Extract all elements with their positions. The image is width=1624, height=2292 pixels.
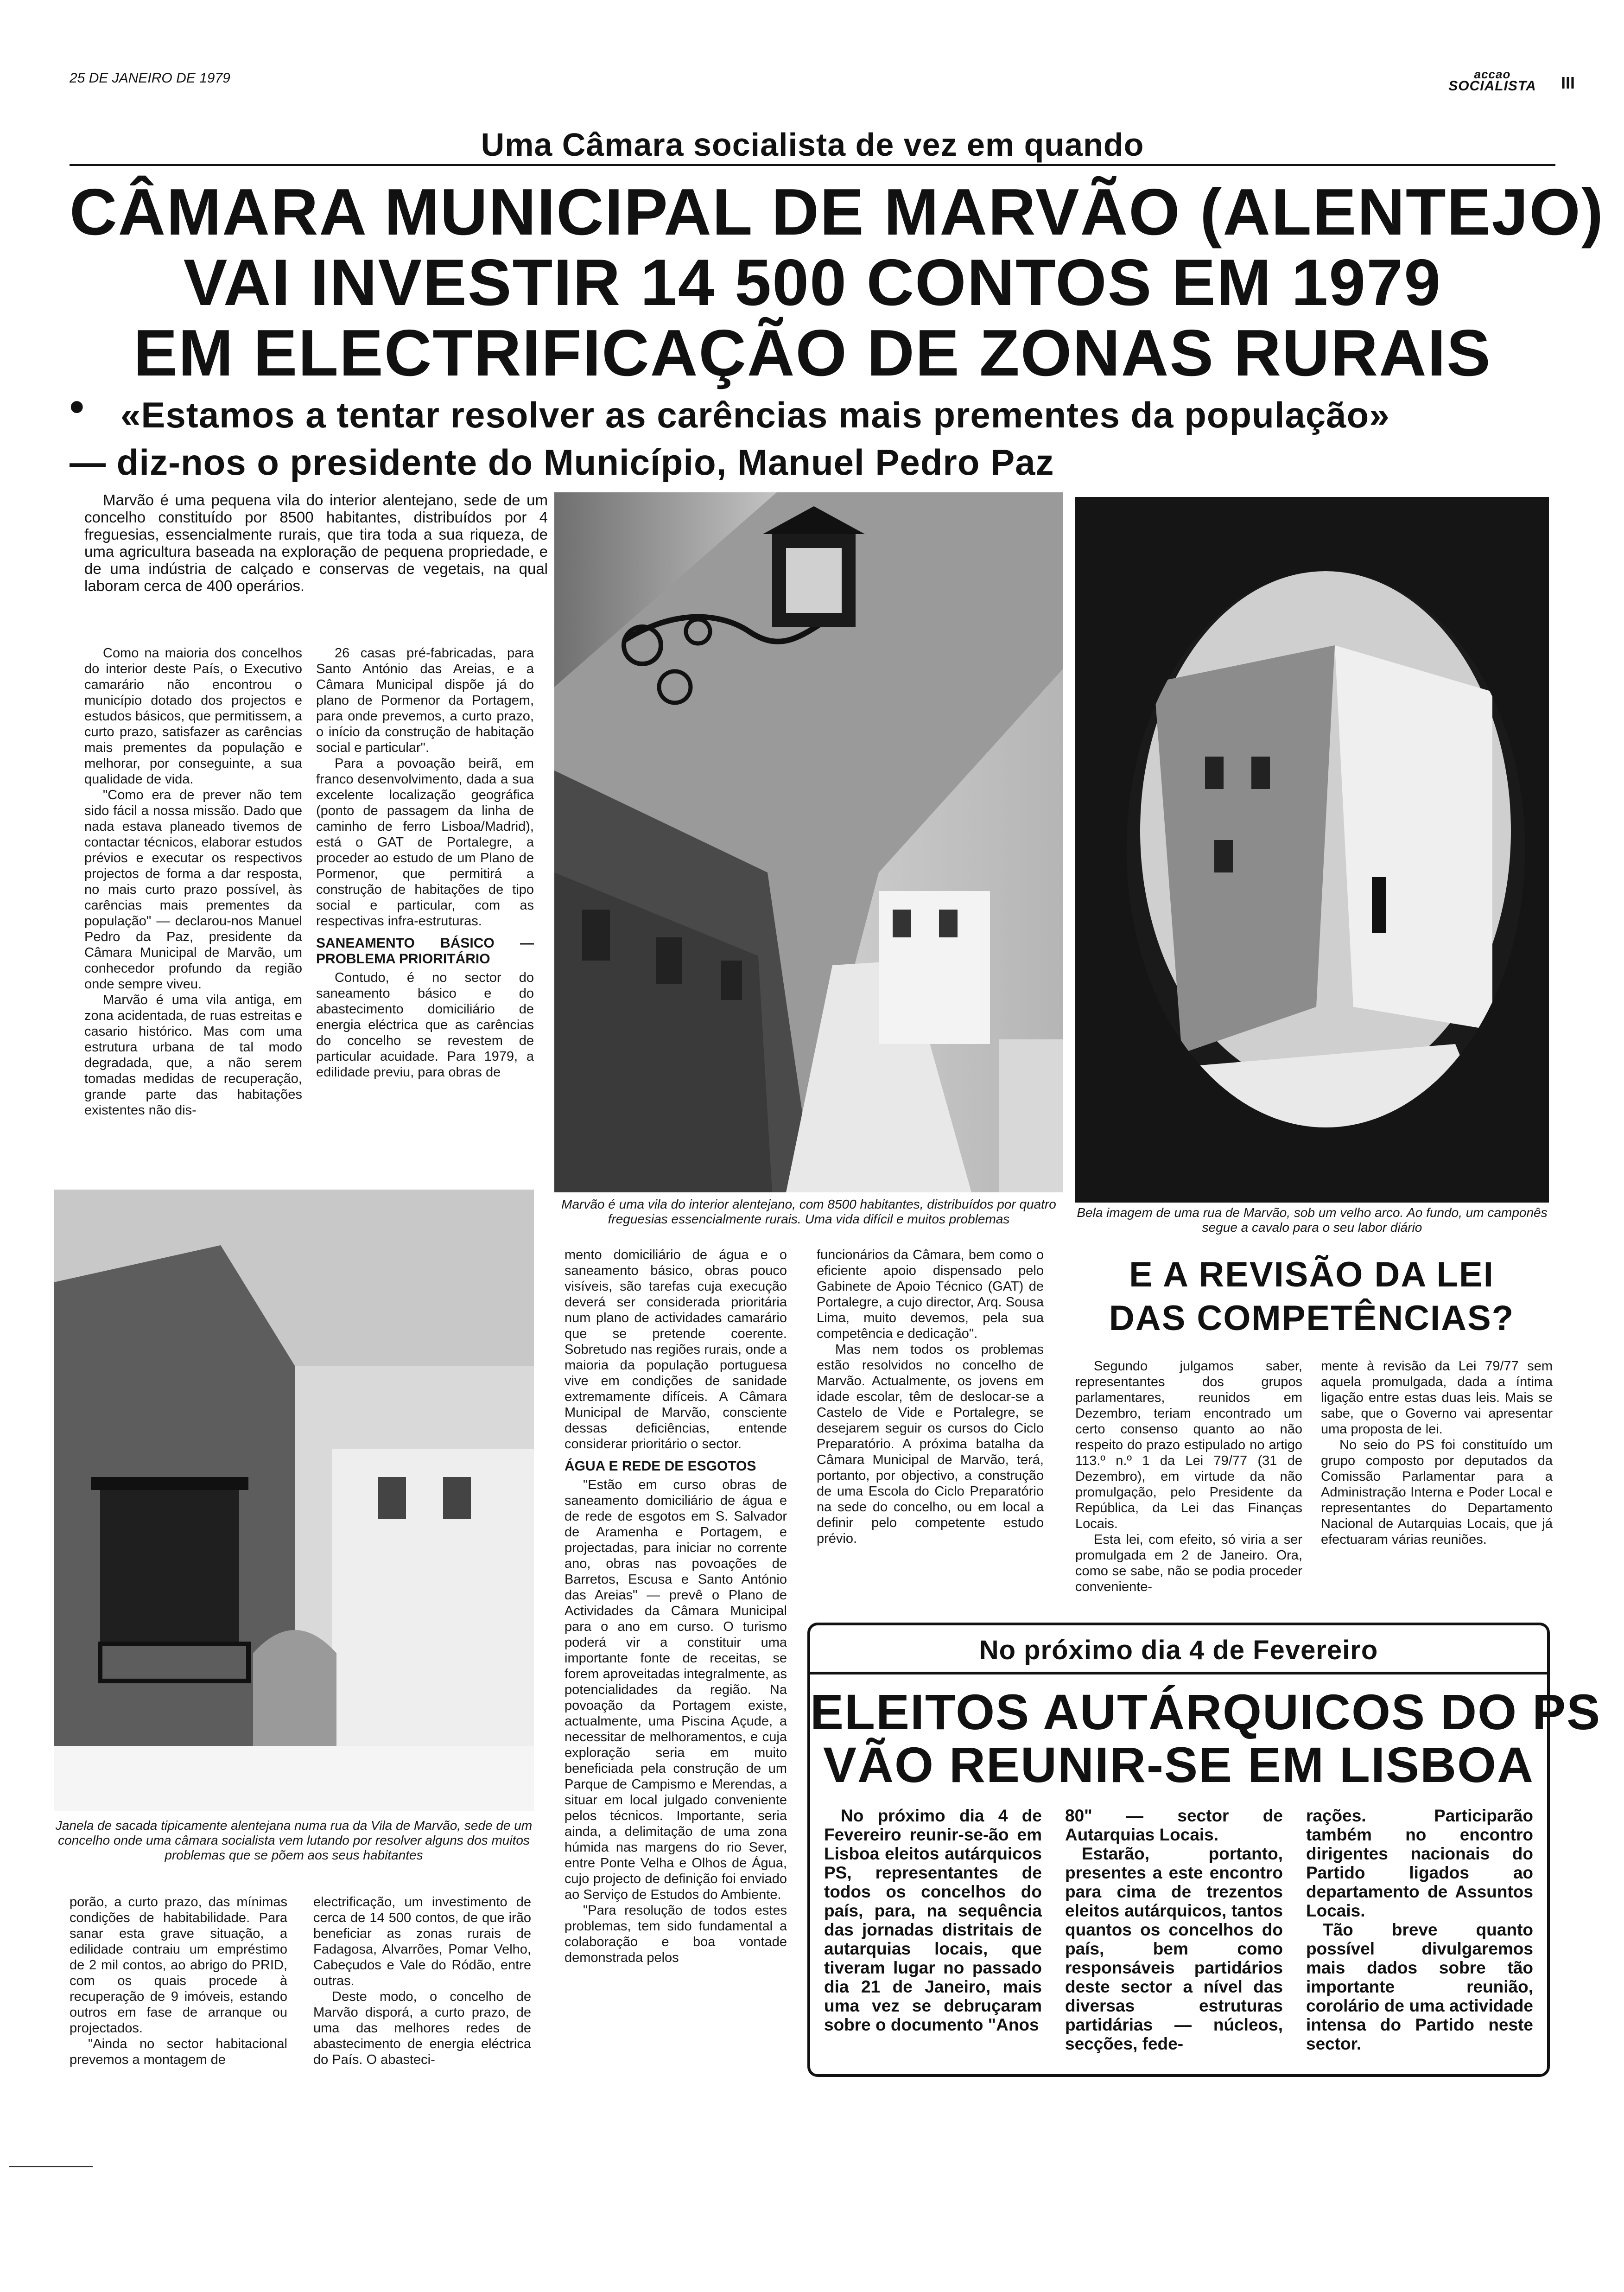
subhead-saneamento: SANEAMENTO BÁSICO — PROBLEMA PRIORITÁRIO [316,936,534,967]
paragraph: 26 casas pré-fabricadas, para Santo António das Areias, e a Câmara Municipal dispõe já do plano de Pormenor da Portagem, para onde prevemos, a curto prazo, o início da construção de habitação social e particular". [316,646,534,755]
headline-line-2: VAI INVESTIR 14 500 CONTOS EM 1979 [183,246,1442,319]
lamp-street-image [554,492,1063,1192]
photo-arch-street [1075,497,1549,1203]
paragraph: mente à revisão da Lei 79/77 sem aquela promulgada, dada a íntima ligação entre estas duas leis. Mais se sabe, que o Governo vai apresentar uma proposta de lei. [1321,1359,1553,1437]
paragraph: Como na maioria dos concelhos do interior deste País, o Executivo camarário não encontrou o município dotado dos projectos e estudos básicos, que permitissem, a curto prazo, satisfazer as carências mais prementes da população e melhorar, por conseguinte, a sua qualidade de vida. [84,646,302,787]
paragraph: "Para resolução de todos estes problemas, tem sido fundamental a colaboração e boa vontade demonstrada pelos [565,1903,787,1965]
page-number: III [1561,73,1575,92]
paragraph: Segundo julgamos saber, representantes dos grupos parlamentares, reunidos em Dezembro, teriam encontrado um certo consenso quanto ao não respeito do prazo estipulado no artigo 113.º n.º 1 da Lei 79/77 (31 de Dezembro), em virtude da não promulgação, pelo Presidente da República, da Lei das Finanças Locais. [1075,1359,1302,1531]
masthead-bottom: SOCIALISTA [1448,78,1536,94]
box-column-b [1065,1806,1283,2053]
caption-lamp: Marvão é uma vila do interior alentejano, com 8500 habitantes, distribuídos por quatro freguesias essencialmente rurais. Uma vida difícil e muitos problemas [561,1197,1056,1226]
revisao-column-b [1321,1358,1553,1547]
column-bottom-2 [313,1894,531,2068]
paragraph: electrificação, um investimento de cerca de 14 500 contos, de que irão beneficiar as zonas rurais de Fadagosa, Alvarrões, Pomar Velho, Cabeçudos e Vale do Ródão, entre outras. [313,1895,531,1988]
paragraph: Contudo, é no sector do saneamento básico e do abastecimento domiciliário de energia eléctrica que as carências do concelho se revestem de particular acuidade. Para 1979, a edilidade previu, para obras de [316,970,534,1080]
paragraph: Estarão, portanto, presentes a este encontro para cima de trezentos eleitos autárquicos, tantos quantos os concelhos do país, bem como responsáveis partidários deste sector a nível das diversas estruturas partidárias — núcleos, secções, fede- [1065,1844,1283,2053]
paragraph: No seio do PS foi constituído um grupo composto por deputados da Comissão Parlamentar para a Administração Interna e Poder Local e representantes do Departamento Nacional de Autarquias Locais, que já efectuaram várias reuniões. [1321,1438,1553,1547]
revisao-column-a [1075,1358,1302,1595]
paragraph: "Estão em curso obras de saneamento domiciliário de água e de rede de esgotos em S. Salvador de Aramenha e Portagem, e projectadas, para iniciar no corrente ano, obras nas povoações de Barretos, Escusa e Santo António das Areias" — prevê o Plano de Actividades da Câmara Municipal para o ano em curso. O turismo poderá vir a constituir uma importante fonte de receitas, se forem aproveitadas integralmente, as potencialidades da região. Na povoação da Portagem existe, actualmente, uma Piscina Açude, a necessitar de melhoramentos, e cuja exploração seria em muito beneficiada pela construção de um Parque de Campismo e Merendas, a situar em local julgado conveniente pelos técnicos. Importante, seria ainda, a delimitação de uma zona húmida nas margens do rio Sever, entre Ponte Velha e Olhos de Água, cujo projecto de definição foi enviado ao Serviço de Estudos do Ambiente. [565,1477,787,1902]
box-headline-2: VÃO REUNIR-SE EM LISBOA [823,1737,1535,1793]
revisao-headline-1: E A REVISÃO DA LEI [1129,1255,1494,1294]
box-kicker-rule [810,1672,1547,1674]
column-bottom-1 [70,1894,287,2068]
article-kicker: Uma Câmara socialista de vez em quando [481,127,1144,163]
photo-lamp-street [554,492,1063,1192]
arch-street-image [1075,497,1549,1203]
deck-line-1: «Estamos a tentar resolver as carências mais prementes da população» [121,395,1390,435]
headline-line-1: CÂMARA MUNICIPAL DE MARVÃO (ALENTEJO) [70,175,1605,249]
paragraph: Para a povoação beirã, em franco desenvolvimento, dada a sua excelente localização geográfica (ponto de passagem da linha de caminho de ferro Lisboa/Madrid), está o GAT de Portalegre, a proceder ao estudo de um Plano de Pormenor, que permitirá a construção de habitações de tipo social e particular, com as respectivas infra-estruturas. [316,756,534,929]
caption-arch: Bela imagem de uma rua de Marvão, sob um velho arco. Ao fundo, um camponês segue a cavalo para o seu labor diário [1077,1205,1548,1235]
box-column-c [1306,1806,1533,2053]
paragraph: Tão breve quanto possível divulgaremos mais dados sobre tão importante reunião, corolário de uma actividade intensa do Partido neste sector. [1306,1920,1533,2053]
lead-paragraph: Marvão é uma pequena vila do interior alentejano, sede de um concelho constituído por 8500 habitantes, distribuídos por 4 freguesias, essencialmente rurais, que tira toda a sua riqueza, de uma agricultura baseada na exploração de pequena propriedade, e de uma indústria de calçado e conservas de vegetais, na qual laboram cerca de 400 operários. [84,491,548,594]
caption-window: Janela de sacada tipicamente alentejana numa rua da Vila de Marvão, sede de um concelho onde uma câmara socialista vem lutando por resolver alguns dos muitos problemas que se põem aos seus habitantes [55,1818,533,1862]
kicker-rule [70,164,1555,166]
headline-line-3: EM ELECTRIFICAÇÃO DE ZONAS RURAIS [133,316,1491,390]
deck-line-2: — diz-nos o presidente do Município, Manuel Pedro Paz [70,442,1054,483]
issue-date: 25 DE JANEIRO DE 1979 [70,70,230,86]
masthead-top: accao [1474,67,1511,81]
paragraph: rações. Participarão também no encontro dirigentes nacionais do Partido ligados ao departamento de Assuntos Locais. [1306,1806,1533,1920]
photo-balcony-window [54,1190,534,1811]
paragraph: Deste modo, o concelho de Marvão disporá, a curto prazo, de uma das melhores redes de abastecimento de energia eléctrica do País. O abasteci- [313,1989,531,2067]
balcony-window-image [54,1190,534,1811]
paragraph: "Como era de prever não tem sido fácil a nossa missão. Dado que nada estava planeado tivemos de contactar técnicos, elaborar estudos prévios e executar os respectivos projectos de forma a dar resposta, no mais curto prazo possível, às carências mais prementes da população" — declarou-nos Manuel Pedro da Paz, presidente da Câmara Municipal de Marvão, um conhecedor profundo da região onde sempre viveu. [84,788,302,992]
column-4 [817,1247,1044,1547]
paragraph: Esta lei, com efeito, só viria a ser promulgada em 2 de Janeiro. Ora, como se sabe, não se podia proceder conveniente- [1075,1532,1302,1594]
box-column-a: No próximo dia 4 de Fevereiro reunir-se-ão em Lisboa eleitos autárquicos PS, representantes de todos os concelhos do país, para, na sequência das jornadas distritais de autarquias locais, que tiveram lugar no passado dia 21 de Janeiro, mais uma vez se debruçaram sobre o documento "Anos [824,1806,1042,2034]
announcement-box [807,1623,1601,2077]
revisao-headline-2: DAS COMPETÊNCIAS? [1109,1299,1515,1338]
column-1 [84,645,302,1118]
paragraph: Mas nem todos os problemas estão resolvidos no concelho de Marvão. Actualmente, os jovens em idade escolar, têm de deslocar-se a Castelo de Vide e Portalegre, se desejarem seguir os cursos do Ciclo Preparatório. A próxima batalha da Câmara Municipal de Marvão, terá, portanto, por objectivo, a construção de uma Escola do Ciclo Preparatório na sede do concelho, ou em local a definir pelo competente estudo prévio. [817,1342,1044,1546]
paragraph: funcionários da Câmara, bem como o eficiente apoio dispensado pelo Gabinete de Apoio Técnico (GAT) de Portalegre, a cujo director, Arq. Sousa Lima, muito devemos, pela sua competência e dedicação". [817,1248,1044,1341]
box-headline-1: ELEITOS AUTÁRQUICOS DO PS [810,1684,1601,1740]
paragraph: "Ainda no sector habitacional prevemos a montagem de [70,2037,287,2067]
paragraph: Marvão é uma vila antiga, em zona acidentada, de ruas estreitas e casario histórico. Mas com uma estrutura urbana de tal modo degradada, que, a não serem tomadas medidas de recuperação, grande parte das habitações existentes não dis- [84,993,302,1118]
paragraph: mento domiciliário de água e o saneamento básico, obras pouco visíveis, são tarefas cuja execução deverá ser considerada prioritária num plano de actividades camarário que se pretende coerente. Sobretudo nas regiões rurais, onde a maioria da população portuguesa vive em condições de sanidade extremamente difíceis. A Câmara Municipal de Marvão, consciente dessas deficiências, entende considerar prioritário o sector. [565,1248,787,1452]
box-kicker: No próximo dia 4 de Fevereiro [979,1635,1378,1665]
column-3 [565,1247,787,1966]
page-edge-rule [9,2166,93,2167]
column-2 [316,645,534,1080]
paragraph: 80" — sector de Autarquias Locais. [1065,1806,1283,1844]
masthead [1437,69,1548,93]
deck-bullet: • [70,384,84,430]
paragraph: porão, a curto prazo, das mínimas condições de habitabilidade. Para sanar esta grave situação, a edilidade contraiu um empréstimo de 2 mil contos, ao abrigo do PRID, com os quais procede à recuperação de 9 imóveis, estando outros em fase de arranque ou projectados. [70,1895,287,2036]
subhead-agua: ÁGUA E REDE DE ESGOTOS [565,1458,756,1474]
